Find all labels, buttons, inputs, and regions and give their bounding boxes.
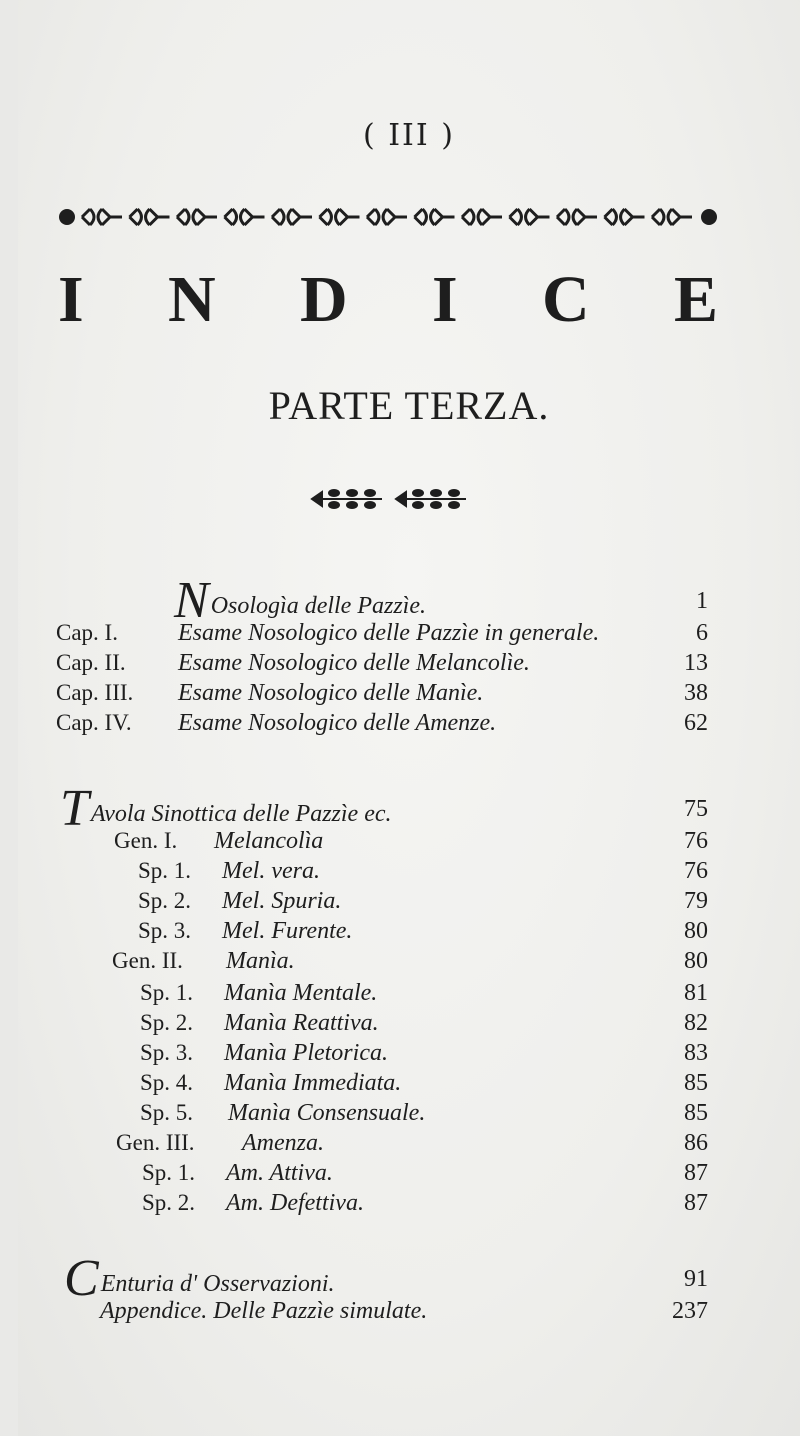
page-ref: 75 [684,796,708,822]
toc-entry-centuria [18,1250,800,1307]
toc-entry-species [18,1188,800,1218]
chapter-title: Esame Nosologico delle Pazzìe in generale. [178,620,600,646]
border-ornament-unit [510,209,550,225]
toc-entry-chapter [18,618,800,648]
page-ref: 38 [684,680,708,706]
page-ref: 80 [684,948,708,974]
chapter-title: Esame Nosologico delle Manìe. [178,680,484,706]
border-ornament-unit [415,209,455,225]
page-ref: 82 [684,1010,708,1036]
species-title: Am. Attiva. [226,1160,333,1186]
genus-title: Amenza. [242,1130,324,1156]
entry-title [60,780,392,837]
page-ref: 81 [684,980,708,1006]
fleuron-ornament [304,484,474,514]
border-ornament-unit [130,209,170,225]
index-title-letter: D [299,263,348,336]
species-title: Manìa Pletorica. [224,1040,388,1066]
species-title: Mel. vera. [222,858,320,884]
toc-entry-appendice [18,1296,800,1326]
toc-entry-genus [18,1128,800,1158]
drop-cap: C [64,1250,99,1307]
species-title: Mel. Spuria. [222,888,342,914]
species-title: Manìa Consensuale. [228,1100,426,1126]
toc-entry-genus [18,946,800,976]
toc-entry-species [18,886,800,916]
chapter-title: Esame Nosologico delle Melancolìe. [178,650,530,676]
toc-entry-species [18,978,800,1008]
index-title-letter: I [431,263,458,336]
species-label: Sp. 1. [140,980,194,1005]
page-ref: 1 [696,588,708,614]
toc-entry-species [18,1038,800,1068]
species-title: Manìa Reattiva. [224,1010,379,1036]
genus-label: Gen. III. [116,1130,195,1155]
chapter-title: Esame Nosologico delle Amenze. [178,710,497,736]
section-title: PARTE TERZA. [268,383,550,428]
toc-entry-species [18,856,800,886]
entry-title-text: Avola Sinottica delle Pazzìe ec. [90,801,392,827]
species-label: Sp. 1. [138,858,192,883]
entry-title-text: Enturia d' Osservazioni. [100,1271,335,1297]
drop-cap: N [174,572,209,629]
index-title-letter: E [673,263,718,336]
species-label: Sp. 2. [140,1010,194,1035]
species-title: Am. Defettiva. [226,1190,364,1216]
border-ornament-unit [320,209,360,225]
page-ref: 91 [684,1266,708,1292]
border-ornament-unit [177,209,217,225]
genus-label: Gen. I. [114,828,178,853]
page-ref: 85 [684,1070,708,1096]
toc-entry-chapter [18,678,800,708]
species-label: Sp. 3. [140,1040,194,1065]
border-ornament-unit [367,209,407,225]
decorative-border-ornament [58,200,718,234]
book-page [18,0,800,1436]
page-number: ( III ) [362,118,456,153]
border-ornament-unit [462,209,502,225]
page-ref: 80 [684,918,708,944]
page-ref: 79 [684,888,708,914]
toc-entry-tavola [18,780,800,837]
index-title [58,262,718,338]
toc-entry-nosologia [18,572,800,629]
page-ref: 6 [696,620,708,646]
chapter-label: Cap. III. [56,680,134,705]
page-ref: 76 [684,828,708,854]
genus-title: Manìa. [226,948,295,974]
toc-entry-chapter [18,648,800,678]
toc-entry-species [18,1158,800,1188]
page-ref: 237 [672,1298,708,1324]
page-ref: 87 [684,1190,708,1216]
chapter-label: Cap. II. [56,650,126,675]
species-label: Sp. 2. [142,1190,196,1215]
toc-entry-genus [18,826,800,856]
page-ref: 62 [684,710,708,736]
border-ornament-unit [557,209,597,225]
border-ornament-unit [225,209,265,225]
toc-entry-chapter [18,708,800,738]
species-label: Sp. 3. [138,918,192,943]
species-title: Mel. Furente. [222,918,353,944]
border-ornament-unit [272,209,312,225]
index-title-letter: I [58,263,84,336]
species-label: Sp. 2. [138,888,192,913]
genus-label: Gen. II. [112,948,183,973]
border-ornament-unit [82,209,122,225]
page-ref: 83 [684,1040,708,1066]
index-title-letter: N [168,263,216,336]
toc-entry-species [18,1098,800,1128]
chapter-label: Cap. I. [56,620,118,645]
page-ref: 85 [684,1100,708,1126]
page-ref: 86 [684,1130,708,1156]
species-title: Manìa Mentale. [224,980,378,1006]
species-label: Sp. 4. [140,1070,194,1095]
page-ref: 76 [684,858,708,884]
chapter-label: Cap. IV. [56,710,132,735]
drop-cap: T [60,780,89,837]
toc-entry-species [18,1068,800,1098]
toc-entry-species [18,1008,800,1038]
species-label: Sp. 1. [142,1160,196,1185]
page-ref: 13 [684,650,708,676]
entry-title-text: Osologìa delle Pazzìe. [210,593,426,619]
page-ref: 87 [684,1160,708,1186]
genus-title: Melancolìa [214,828,324,854]
entry-title [64,1250,335,1307]
species-label: Sp. 5. [140,1100,194,1125]
toc-entry-species [18,916,800,946]
appendix-title: Appendice. Delle Pazzìe simulate. [100,1298,428,1324]
index-title-letter: C [541,263,590,336]
border-ornament-unit [605,209,645,225]
species-title: Manìa Immediata. [224,1070,402,1096]
border-ornament-unit [652,209,692,225]
entry-title [174,572,426,629]
